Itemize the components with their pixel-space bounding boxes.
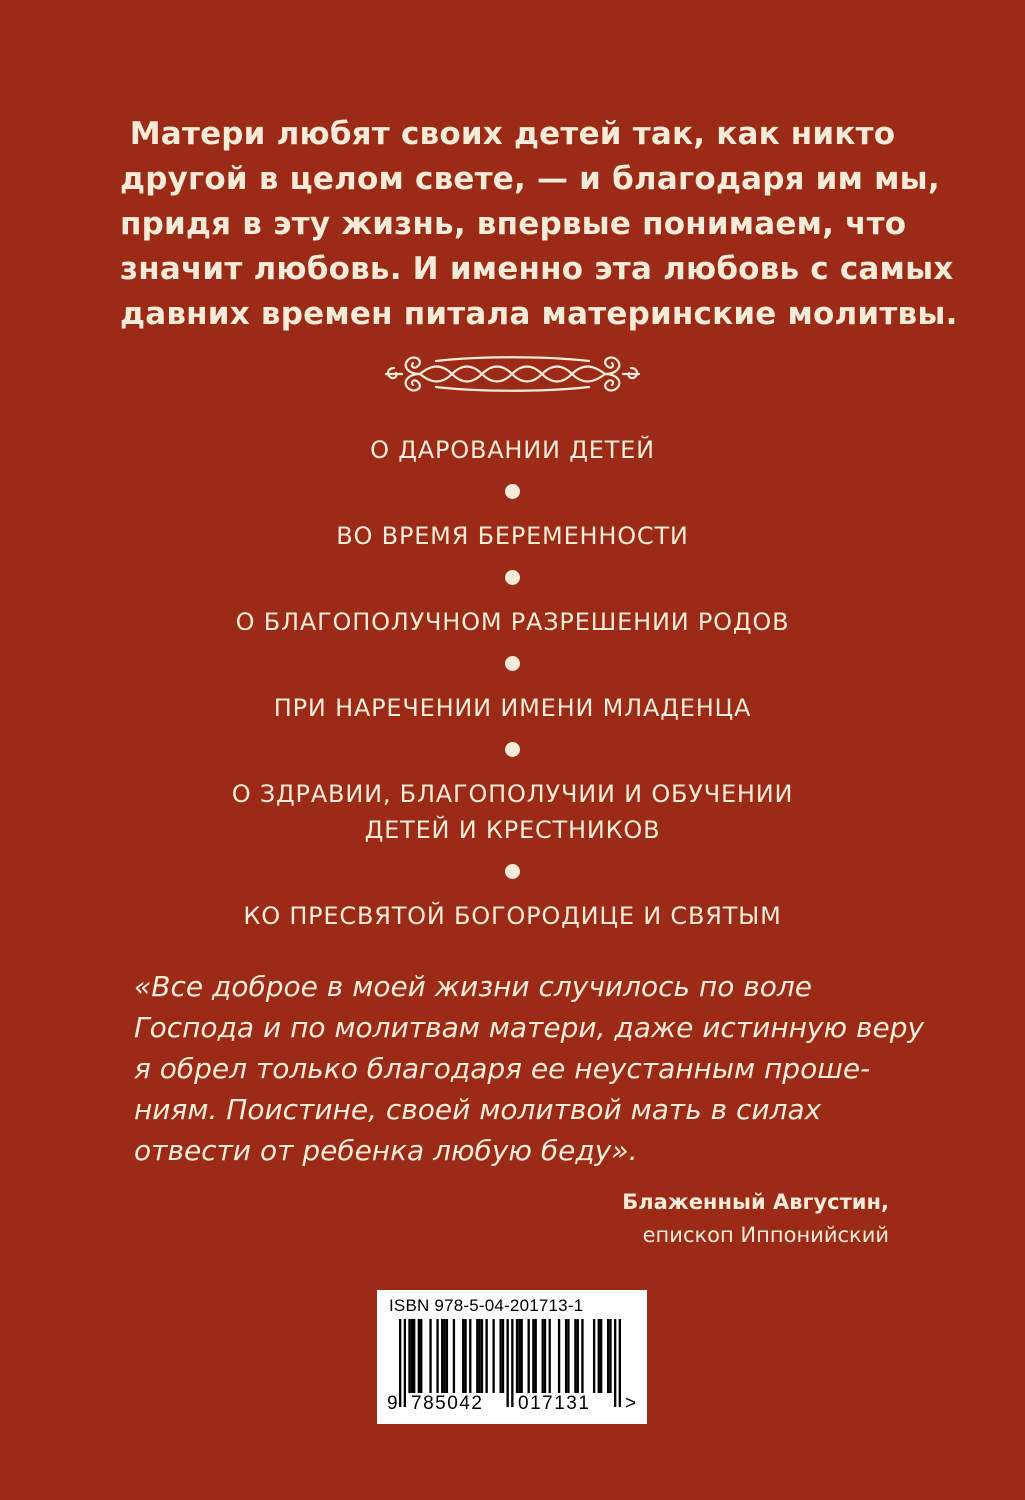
topics-list (100, 432, 925, 934)
barcode-bar (408, 1319, 410, 1393)
barcode-bar (574, 1319, 576, 1393)
barcode-bar (502, 1319, 504, 1393)
barcode-bar (532, 1319, 534, 1393)
bullet-dot (505, 742, 520, 757)
barcode-bar (399, 1319, 401, 1407)
intro-line: значит любовь. И именно эта любовь с самых (120, 251, 954, 287)
barcode-bar (598, 1319, 600, 1393)
intro-line: Матери любят своих детей так, как никто (129, 116, 896, 152)
barcode-bar (516, 1319, 518, 1393)
barcode-bar (443, 1319, 445, 1393)
barcode-bar (499, 1319, 501, 1393)
bullet-dot (505, 864, 520, 879)
barcode-bar (542, 1319, 544, 1393)
topic-item: ВО ВРЕМЯ БЕРЕМЕННОСТИ (336, 522, 689, 550)
topic-item: ПРИ НАРЕЧЕНИИ ИМЕНИ МЛАДЕНЦА (273, 694, 752, 722)
barcode-bar (528, 1319, 530, 1393)
quote-line: я обрел только благодаря ее неустанным проше- (134, 1052, 871, 1085)
barcode-bar (446, 1319, 448, 1393)
bullet-dot (505, 656, 520, 671)
barcode-bar (492, 1319, 494, 1393)
barcode-digit-group: 785042 (411, 1393, 484, 1414)
barcode-arrow: > (625, 1393, 638, 1414)
barcode-bar (429, 1319, 431, 1393)
isbn-number: ISBN 978-5-04-201713-1 (389, 1296, 584, 1315)
barcode-digit-group: 017131 (518, 1393, 591, 1414)
quote-line: ниям. Поистине, своей молитвой мать в силах (134, 1093, 822, 1126)
intro-line: давних времен питала материнские молитвы. (120, 296, 958, 332)
barcode-bar (404, 1319, 406, 1407)
barcode-bar (441, 1319, 443, 1393)
barcode-bar (464, 1319, 466, 1393)
barcode-first-digit: 9 (387, 1393, 400, 1414)
bullet-dot (505, 570, 520, 585)
barcode-bar (619, 1319, 621, 1407)
barcode-bar (600, 1319, 602, 1393)
barcode-bar (581, 1319, 583, 1393)
intro-line: другой в целом свете, — и благодаря им мы, (120, 161, 940, 197)
barcode-bar (593, 1319, 595, 1393)
barcode-bar (476, 1319, 478, 1393)
barcode-bar (413, 1319, 415, 1393)
barcode-bar (436, 1319, 438, 1393)
barcode-bar (418, 1319, 420, 1393)
quote-block (134, 966, 925, 1171)
barcode-label (377, 1290, 647, 1424)
topic-item: ДЕТЕЙ И КРЕСТНИКОВ (364, 816, 661, 844)
barcode-bar (518, 1319, 520, 1393)
barcode-bar (469, 1319, 471, 1393)
barcode-bar (481, 1319, 483, 1393)
barcode-bar (411, 1319, 413, 1393)
barcode-bar (549, 1319, 551, 1393)
barcode-bar (609, 1319, 611, 1393)
intro-line: придя в эту жизнь, впервые понимаем, что (120, 206, 907, 242)
barcode-bar (567, 1319, 569, 1393)
barcode-bar (506, 1319, 508, 1407)
quote-author (622, 1186, 889, 1252)
bullet-dot (505, 484, 520, 499)
author-title: епископ Иппонийский (642, 1223, 889, 1247)
quote-line: Господа и по молитвам матери, даже истинную веру (134, 1011, 925, 1044)
topic-item: КО ПРЕСВЯТОЙ БОГОРОДИЦЕ И СВЯТЫМ (243, 902, 782, 930)
quote-line: отвести от ребенка любую беду». (134, 1134, 638, 1167)
barcode-bar (511, 1319, 513, 1407)
barcode-bar (565, 1319, 567, 1393)
quote-line: «Все доброе в моей жизни случилось по воле (134, 970, 813, 1003)
barcode-bar (614, 1319, 616, 1407)
scroll-ornament-icon (380, 346, 645, 402)
barcode-bar (544, 1319, 546, 1393)
topic-item: О БЛАГОПОЛУЧНОМ РАЗРЕШЕНИИ РОДОВ (235, 608, 790, 636)
barcode-bar (420, 1319, 422, 1393)
intro-paragraph (120, 112, 958, 337)
barcode-bar (453, 1319, 455, 1393)
barcode-bar (462, 1319, 464, 1393)
barcode-bar (607, 1319, 609, 1393)
barcode-bar (535, 1319, 537, 1393)
topic-item: О ЗДРАВИИ, БЛАГОПОЛУЧИИ И ОБУЧЕНИИ (231, 780, 794, 808)
topic-item: О ДАРОВАНИИ ДЕТЕЙ (370, 436, 655, 464)
barcode-bar (577, 1319, 579, 1393)
barcode-bar (485, 1319, 487, 1393)
barcode-bar (478, 1319, 480, 1393)
barcode-bar (558, 1319, 560, 1393)
author-name: Блаженный Августин, (622, 1190, 889, 1214)
barcode-bar (521, 1319, 523, 1393)
